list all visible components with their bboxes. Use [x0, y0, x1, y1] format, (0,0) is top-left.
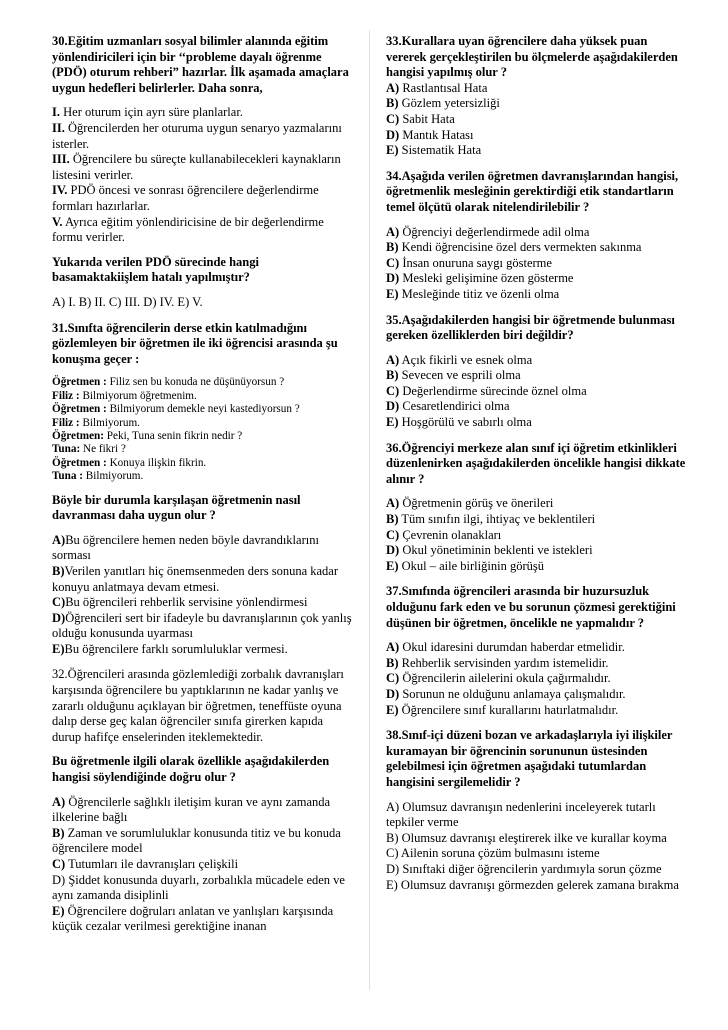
dialogue-line: Öğretmen: Peki, Tuna senin fikrin nedir ? [52, 429, 243, 442]
question-35-stem: 35.Aşağıdakilerden hangisi bir öğretmende bulunması gereken özelliklerden biri değildir? [386, 312, 675, 343]
question-30-answers: A) I. B) II. C) III. D) IV. E) V. [52, 294, 203, 309]
option-c: C) Çevrenin olanakları [386, 527, 502, 542]
dialogue-line: Öğretmen : Bilmiyorum demekle neyi kastediyorsun ? [52, 403, 300, 416]
right-column [386, 34, 686, 903]
question-34-stem: 34.Aşağıda verilen öğretmen davranışlarından hangisi, öğretmenlik mesleğinin gerektirdiği etik standartların temel ölçütü olarak nitelendirilebilir ? [386, 168, 679, 214]
dialogue-line: Tuna: Ne fikri ? [52, 443, 126, 456]
question-31 [52, 321, 354, 658]
option-e: E) Sistematik Hata [386, 143, 482, 158]
question-34 [386, 169, 686, 303]
question-30-item-3: III. Öğrencilere bu süreçte kullanabilecekleri kaynakların listesini verirler. [52, 152, 341, 182]
option-b: B)Verilen yanıtları hiç önemsenmeden ders sonuna kadar konuyu anlatmaya devam etmesi. [52, 563, 339, 594]
option-e: E) Öğrencilere sınıf kurallarını hatırlatmalıdır. [386, 702, 619, 717]
option-a: A) Öğrencilerle sağlıklı iletişim kuran ve aynı zamanda ilkelerine bağlı [52, 794, 331, 825]
question-36 [386, 441, 686, 575]
option-d: D) Şiddet konusunda duyarlı, zorbalıkla mücadele eden ve aynı zamanda disiplinli [52, 872, 345, 903]
option-a: A) Açık fikirli ve esnek olma [386, 352, 533, 367]
option-a: A) Öğrenciyi değerlendirmede adil olma [386, 224, 590, 239]
dialogue-line: Öğretmen : Konuya ilişkin fikrin. [52, 456, 207, 469]
option-c: C) Değerlendirme sürecinde öznel olma [386, 383, 587, 398]
option-b: B) Kendi öğrencisine özel ders vermekten sakınma [386, 240, 642, 255]
question-37 [386, 584, 686, 718]
option-c: C) Öğrencilerin ailelerini okula çağırmalıdır. [386, 671, 611, 686]
question-32 [52, 667, 354, 935]
option-d: D)Öğrencileri sert bir ifadeyle bu davranışlarının çok yanlış olduğu konusunda uyarması [52, 610, 352, 641]
column-divider [369, 30, 370, 990]
option-e: E) Olumsuz davranışı görmezden gelerek zamana bırakma [386, 877, 679, 892]
option-b: B) Olumsuz davranışı eleştirerek ilke ve kurallar koyma [386, 830, 667, 845]
question-30-item-4: IV. PDÖ öncesi ve sonrası öğrencilere değerlendirme formları hazırlarlar. [52, 183, 319, 213]
dialogue-line: Filiz : Bilmiyorum öğretmenim. [52, 389, 197, 402]
option-d: D) Sorunun ne olduğunu anlamaya çalışmalıdır. [386, 686, 626, 701]
option-c: C)Bu öğrencileri rehberlik servisine yönlendirmesi [52, 595, 308, 610]
question-35 [386, 313, 686, 431]
question-30-item-1: I. Her oturum için ayrı süre planlarlar. [52, 105, 243, 120]
option-b: B) Sevecen ve esprili olma [386, 368, 521, 383]
question-33 [386, 34, 686, 159]
question-30 [52, 34, 354, 311]
option-c: C) İnsan onuruna saygı gösterme [386, 255, 552, 270]
question-31-question: Böyle bir durumla karşılaşan öğretmenin nasıl davranması daha uygun olur ? [52, 492, 301, 523]
option-a: A) Olumsuz davranışın nedenlerini inceleyerek tutarlı tepkiler verme [386, 799, 656, 830]
option-e: E) Mesleğinde titiz ve özenli olma [386, 286, 560, 301]
question-30-question: Yukarıda verilen PDÖ sürecinde hangi basamaktakiişlem hatalı yapılmıştır? [52, 254, 259, 285]
question-37-stem: 37.Sınıfında öğrencileri arasında bir huzursuzluk olduğunu fark eden ve bu sorunun çözmesi gerektiğini düşünen bir öğretmen, öncelikle ne yapmalıdır ? [386, 584, 676, 630]
question-36-stem: 36.Öğrenciyi merkeze alan sınıf içi öğretim etkinlikleri düzenlenirken aşağıdakilerden öncelikle hangisi dikkate alınır ? [386, 440, 686, 486]
dialogue-line: Öğretmen : Filiz sen bu konuda ne düşünüyorsun ? [52, 376, 285, 389]
dialogue-line: Tuna : Bilmiyorum. [52, 470, 144, 483]
option-a: A) Okul idaresini durumdan haberdar etmelidir. [386, 640, 625, 655]
option-d: D) Mantık Hatası [386, 127, 474, 142]
option-d: D) Cesaretlendirici olma [386, 399, 510, 414]
option-c: C) Sabit Hata [386, 111, 455, 126]
question-38 [386, 728, 686, 893]
question-31-stem: 31.Sınıfta öğrencilerin derse etkin katılmadığını gözlemleyen bir öğretmen ile iki öğrencisi arasında şu konuşma geçer : [52, 320, 338, 366]
option-a: A) Öğretmenin görüş ve önerileri [386, 496, 554, 511]
option-b: B) Tüm sınıfın ilgi, ihtiyaç ve beklentileri [386, 512, 596, 527]
option-e: E) Öğrencilere doğruları anlatan ve yanlışları karşısında küçük cezalar verilmesi gerektiğine inanan [52, 903, 334, 934]
question-30-stem: 30.Eğitim uzmanları sosyal bilimler alanında eğitim yönlendiricileri için bir ‘‘probleme dayalı öğrenme (PDÖ) oturum rehberi” hazırlar. İlk aşamada amaçlara uygun hedefleri belirlerler. Daha sonra, [52, 34, 349, 95]
question-30-item-5: V. Ayrıca eğitim yönlendiricisine de bir değerlendirme formu verirler. [52, 214, 324, 245]
option-d: D) Okul yönetiminin beklenti ve istekleri [386, 543, 593, 558]
option-e: E) Hoşgörülü ve sabırlı olma [386, 415, 532, 430]
option-c: C) Tutumları ile davranışları çelişkili [52, 857, 239, 871]
option-b: B) Gözlem yetersizliği [386, 96, 500, 111]
option-b: B) Zaman ve sorumluluklar konusunda titiz ve bu konuda öğrencilere model [52, 825, 341, 856]
option-b: B) Rehberlik servisinden yardım istemelidir. [386, 655, 609, 670]
option-a: A)Bu öğrencilere hemen neden böyle davrandıklarını sorması [52, 532, 319, 563]
option-a: A) Rastlantısal Hata [386, 80, 488, 95]
question-32-question: Bu öğretmenle ilgili olarak özellikle aşağıdakilerden hangisi söylendiğinde doğru olur ? [52, 754, 330, 785]
option-e: E) Okul – aile birliğinin görüşü [386, 558, 544, 573]
left-column [52, 34, 354, 945]
option-d: D) Mesleki gelişimine özen gösterme [386, 271, 574, 286]
question-38-stem: 38.Sınıf-içi düzeni bozan ve arkadaşlarıyla iyi ilişkiler kuramayan bir öğrencinin sorununun üstesinden gelebilmesi için öğretmen aşağıdaki tutumlardan hangisini sergilemelidir ? [386, 728, 673, 789]
dialogue-line: Filiz : Bilmiyorum. [52, 416, 140, 429]
option-e: E)Bu öğrencilere farklı sorumluluklar vermesi. [52, 641, 288, 656]
option-c: C) Ailenin soruna çözüm bulmasını isteme [386, 846, 600, 861]
question-33-stem: 33.Kurallara uyan öğrencilere daha yüksek puan vererek gerçekleştirilen bu ölçmelerde aşağıdakilerden hangisi yapılmış olur ? [386, 34, 678, 80]
option-d: D) Sınıftaki diğer öğrencilerin yardımıyla sorun çözme [386, 861, 662, 876]
question-32-stem: 32.Öğrencileri arasında gözlemlediği zorbalık davranışları karşısında öğrencilere bu yaptıklarının ne kadar yanlış ve zararlı olduğunu açıklayan bir öğretmen, teneffüste oyuna dalıp derse geç kalan öğrenciler sınıfa girerken kapıda durup hafifçe enselerinden iteklemektedir. [52, 667, 344, 744]
question-30-item-2: II. Öğrencilerden her oturuma uygun senaryo yazmalarını isterler. [52, 120, 342, 151]
